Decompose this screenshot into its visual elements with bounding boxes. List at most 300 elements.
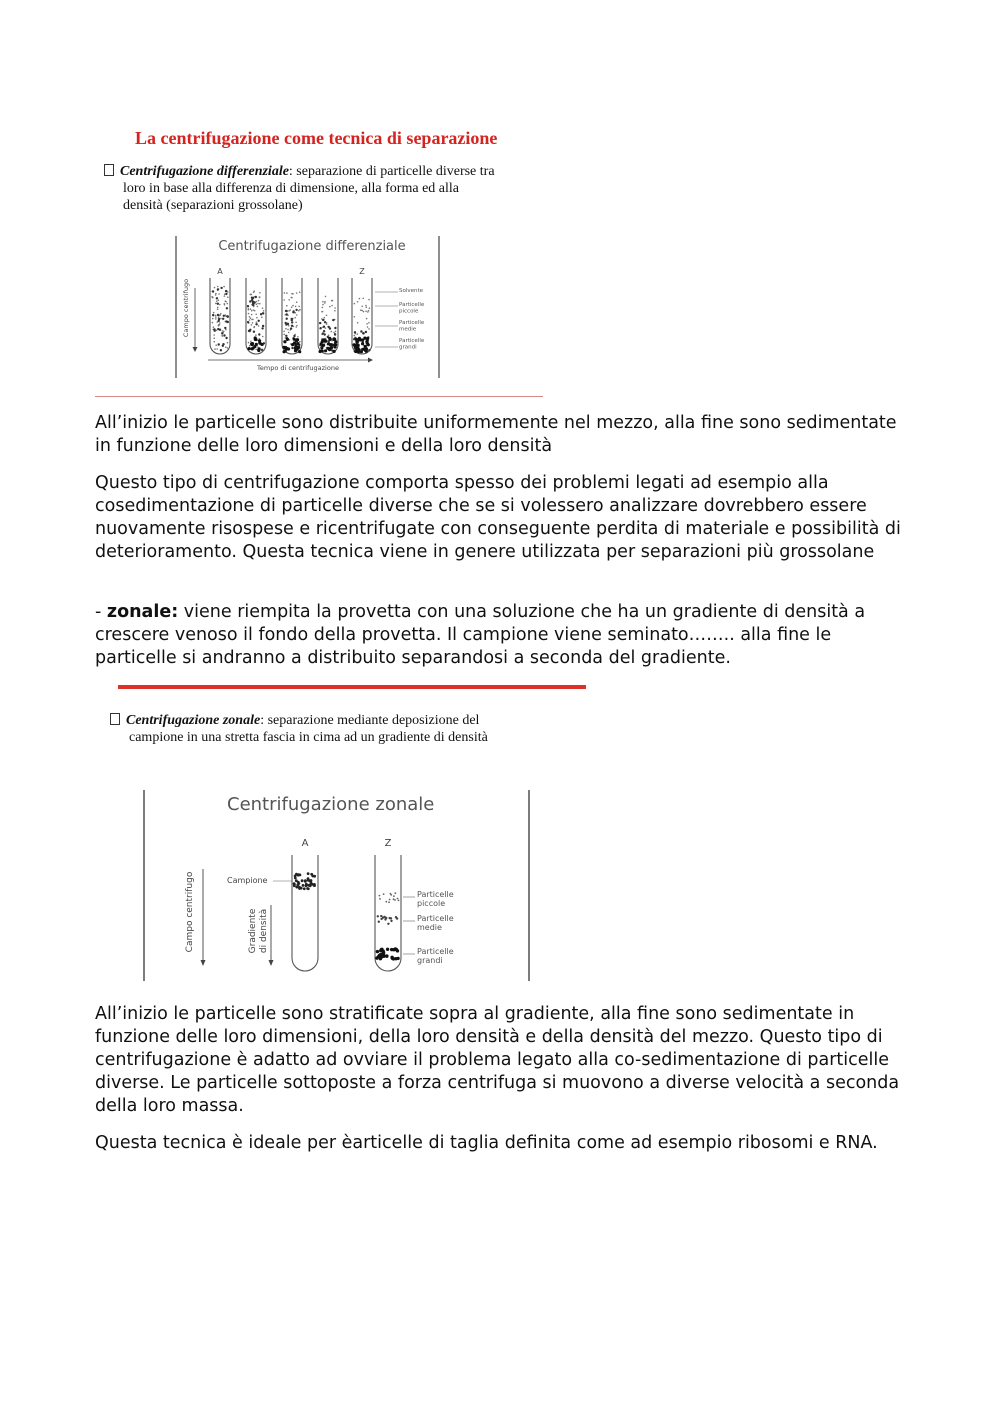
bullet-text: densità (separazioni grossolane) <box>123 198 303 213</box>
particle-dot <box>322 307 324 309</box>
particle-dot <box>282 346 285 349</box>
particle-dot <box>286 313 288 315</box>
particle-dot <box>299 291 301 293</box>
tube-label-a: A <box>217 267 223 276</box>
particle-dot <box>223 334 225 336</box>
particle-dot <box>334 333 336 335</box>
particle-dot <box>254 336 257 339</box>
particle-dot <box>287 323 289 325</box>
particle-dot <box>253 291 255 293</box>
sample-label: Campione <box>227 876 268 885</box>
particle-dot <box>227 342 229 344</box>
particle-dot <box>225 293 227 295</box>
particle-dot <box>213 312 215 314</box>
particle-dot <box>247 305 249 307</box>
particle-dot <box>331 305 333 307</box>
particle-dot <box>213 337 215 339</box>
particle-dot <box>369 307 371 309</box>
particle-dot <box>380 918 382 920</box>
particle-dot <box>255 349 257 351</box>
legend-large-particles: Particelle grandi <box>417 947 454 965</box>
particle-dot <box>328 326 330 328</box>
checkbox-glyph-icon <box>110 713 120 725</box>
tubes-group <box>210 278 372 354</box>
particle-dot <box>288 299 290 301</box>
particle-dot <box>255 296 257 298</box>
particle-dot <box>259 297 261 299</box>
particle-dot <box>385 901 387 903</box>
particle-dot <box>303 887 306 890</box>
particle-dot <box>222 343 224 345</box>
particle-dot <box>218 299 220 301</box>
particle-dot <box>394 899 396 901</box>
checkbox-glyph-icon <box>104 164 114 176</box>
bullet-term: Centrifugazione differenziale <box>120 164 289 179</box>
particle-dot <box>286 292 288 294</box>
tube-label-z: Z <box>359 267 365 276</box>
particle-dot <box>324 349 327 352</box>
particle-dot <box>258 347 261 350</box>
particle-dot <box>263 310 265 312</box>
particle-dot <box>252 319 254 321</box>
particle-dot <box>223 331 225 333</box>
particle-dot <box>253 309 255 311</box>
differential-centrifugation-diagram <box>170 230 450 382</box>
particle-dot <box>211 296 213 298</box>
particle-dot <box>366 306 368 308</box>
particle-dot <box>251 342 254 345</box>
particle-dot <box>218 318 220 320</box>
particle-dot <box>259 303 261 305</box>
particle-dot <box>220 287 222 289</box>
particle-dot <box>217 328 219 330</box>
particle-dot <box>324 321 326 323</box>
particle-dot <box>335 331 337 333</box>
particle-dot <box>302 884 305 887</box>
particle-dot <box>259 292 261 294</box>
particle-dot <box>283 299 285 301</box>
particle-dot <box>225 337 227 339</box>
particle-dot <box>214 341 216 343</box>
particle-dot <box>252 322 254 324</box>
particle-dot <box>249 316 251 318</box>
particle-dot <box>358 337 361 340</box>
particle-dot <box>390 948 393 951</box>
particle-dot <box>251 324 253 326</box>
particle-dot <box>334 307 336 309</box>
particle-dot <box>366 339 369 342</box>
particle-dot <box>322 319 324 321</box>
particle-dot <box>328 334 330 336</box>
particle-dot <box>354 316 356 318</box>
figure-divider <box>95 396 543 397</box>
particle-dot <box>213 326 215 328</box>
particle-dot <box>360 309 362 311</box>
particle-dot <box>319 350 322 353</box>
particle-dot <box>250 341 252 343</box>
particle-dot <box>217 308 219 310</box>
bullet-text: campione in una stretta fascia in cima ad un gradiente di densità <box>129 730 488 745</box>
particle-dot <box>261 317 263 319</box>
x-axis-arrowhead <box>368 358 373 363</box>
particle-dot <box>216 297 218 299</box>
diagram-title: Centrifugazione differenziale <box>218 239 406 254</box>
particle-dot <box>388 901 390 903</box>
particle-dot <box>212 322 214 324</box>
particle-dot <box>366 323 368 325</box>
particle-dot <box>227 296 229 298</box>
particle-dot <box>293 335 295 337</box>
particle-dot <box>390 917 392 919</box>
particle-dot <box>223 315 225 317</box>
particle-dot <box>332 319 334 321</box>
x-axis-label: Tempo di centrifugazione <box>257 364 339 372</box>
particle-dot <box>262 307 264 309</box>
particle-dot <box>260 343 263 346</box>
test-tube-a <box>292 855 318 971</box>
particle-dot <box>248 313 250 315</box>
particle-dot <box>296 338 299 341</box>
particle-dot <box>365 305 367 307</box>
paragraph-zonale: - zonale: viene riempita la provetta con una soluzione che ha un gradiente di densità a crescere venoso il fondo della provetta. Il campione viene seminato…….. alla fine le particelle si andranno a distribuito separandosi a seconda del gradiente. <box>95 602 866 668</box>
particle-dot <box>283 340 286 343</box>
particle-dot <box>390 956 393 959</box>
particle-dot <box>253 327 255 329</box>
figure1-title: La centrifugazione come tecnica di separazione <box>135 128 498 148</box>
particle-dot <box>322 332 324 334</box>
particle-dot <box>313 875 316 878</box>
paragraph-ideal-use: Questa tecnica è ideale per èarticelle di taglia definita come ad esempio ribosomi e RNA. <box>95 1133 878 1153</box>
particle-dot <box>249 319 251 321</box>
particle-dot <box>249 345 251 347</box>
particle-dot <box>260 313 262 315</box>
particle-dot <box>323 338 326 341</box>
particle-dot <box>333 350 336 353</box>
particle-dot <box>361 338 364 341</box>
particle-dot <box>375 956 378 959</box>
particle-dot <box>255 323 257 325</box>
particle-dot <box>362 332 364 334</box>
particle-dot <box>364 345 367 348</box>
particle-dot <box>291 318 293 320</box>
particle-dot <box>226 307 228 309</box>
particle-dot <box>285 328 287 330</box>
particle-dot <box>367 326 369 328</box>
particle-dot <box>224 303 226 305</box>
particle-dot <box>220 349 222 351</box>
particle-dot <box>212 314 214 316</box>
zonal-centrifugation-diagram <box>135 785 535 985</box>
tube-label-z: Z <box>384 838 392 849</box>
particle-dot <box>215 294 217 296</box>
particle-dot <box>395 916 397 918</box>
particle-dot <box>357 350 360 353</box>
particle-dot <box>390 920 392 922</box>
particle-dot <box>362 298 364 300</box>
paragraph-intro-differential: All’inizio le particelle sono distribuite uniformemente nel mezzo, alla fine sono sedimentate in funzione delle loro dimensioni e della loro densità <box>95 413 897 456</box>
particle-dot <box>218 293 220 295</box>
particle-dot <box>286 318 288 320</box>
particle-dot <box>322 304 324 306</box>
particle-dot <box>331 331 333 333</box>
particle-dot <box>361 310 363 312</box>
particle-dot <box>216 300 218 302</box>
particle-dot <box>224 295 226 297</box>
particle-dot <box>334 310 336 312</box>
gradient-axis-arrowhead <box>269 960 274 966</box>
paragraph-zonal-results: All’inizio le particelle sono stratificate sopra al gradiente, alla fine sono sedimentate in funzione delle loro dimensioni, della loro densità e della densità del mezzo. Questo tipo di centrifugazione è adatto ad ovviare il problema legato alla co-sedimentazione di particelle diverse. Le particelle sottoposte a forza centrifuga si muovono a diverse velocità a seconda della loro massa. <box>95 1004 900 1116</box>
particle-dot <box>286 305 288 307</box>
particle-dot <box>255 314 257 316</box>
particle-dot <box>284 292 286 294</box>
particle-dot <box>307 887 310 890</box>
particle-dot <box>291 347 293 349</box>
particle-dot <box>250 294 252 296</box>
figure1-bullet <box>104 163 534 214</box>
particle-dot <box>301 879 304 882</box>
particle-dot <box>385 954 388 957</box>
tubes-group <box>292 855 401 971</box>
particle-dot <box>212 290 214 292</box>
particle-dot <box>390 893 392 895</box>
particle-dot <box>313 884 316 887</box>
particle-dot <box>283 334 285 336</box>
particle-dot <box>256 317 258 319</box>
particle-dot <box>294 875 297 878</box>
particle-dot <box>262 312 264 314</box>
particle-dot <box>251 314 253 316</box>
particle-dot <box>257 306 259 308</box>
particle-dot <box>250 317 252 319</box>
particle-dot <box>223 286 225 288</box>
y-axis-arrowhead <box>201 960 206 966</box>
particle-dot <box>396 949 399 952</box>
particle-dot <box>379 895 381 897</box>
particle-dot <box>292 293 294 295</box>
particle-dot <box>365 350 368 353</box>
bullet-term: Centrifugazione zonale <box>126 713 261 728</box>
particle-dot <box>368 328 370 330</box>
particle-dot <box>380 948 383 951</box>
particle-dot <box>217 314 219 316</box>
particle-dot <box>298 350 301 353</box>
particle-dot <box>320 346 323 349</box>
particle-dot <box>354 345 357 348</box>
particle-dot <box>398 900 400 902</box>
particle-dot <box>296 326 298 328</box>
particle-dot <box>251 310 253 312</box>
particle-dot <box>291 343 294 346</box>
legend-small-particles: Particelle piccole <box>399 302 425 315</box>
particle-dot <box>215 315 217 317</box>
particle-dot <box>291 306 293 308</box>
particle-dot <box>322 301 324 303</box>
particle-dot <box>296 884 299 887</box>
legend-small-particles: Particelle piccole <box>417 890 454 908</box>
particle-dot <box>329 306 331 308</box>
particle-dot <box>292 310 294 312</box>
particle-dot <box>377 915 379 917</box>
particle-dot <box>214 330 216 332</box>
figure2-bullet <box>110 712 580 746</box>
particle-dot <box>227 321 229 323</box>
particle-dot <box>378 921 380 923</box>
legend-large-particles: Particelle grandi <box>399 338 425 351</box>
particle-dot <box>298 310 300 312</box>
particle-dot <box>334 327 336 329</box>
particle-dot <box>288 332 290 334</box>
particle-dot <box>307 877 310 880</box>
bullet-text: loro in base alla differenza di dimensione, alla forma ed alla <box>123 181 459 196</box>
particle-dot <box>225 290 227 292</box>
particle-dot <box>394 957 397 960</box>
particle-dot <box>253 331 255 333</box>
particle-dot <box>215 318 217 320</box>
particle-dot <box>256 301 258 303</box>
particle-dot <box>288 325 290 327</box>
particle-dot <box>217 286 219 288</box>
particle-dot <box>256 304 258 306</box>
particle-dot <box>216 348 218 350</box>
y-axis-label: Campo centrifugo <box>182 278 190 338</box>
particle-dot <box>365 311 367 313</box>
particle-dot <box>363 311 365 313</box>
particle-dot <box>380 915 382 917</box>
particle-dot <box>296 342 299 345</box>
particle-dot <box>283 331 285 333</box>
particle-dot <box>217 307 219 309</box>
particle-dot <box>393 895 395 897</box>
particle-dot <box>324 317 326 319</box>
particle-dot <box>296 314 298 316</box>
particle-dot <box>217 288 219 290</box>
particle-dot <box>250 308 252 310</box>
particle-dot <box>379 898 381 900</box>
particle-dot <box>387 923 389 925</box>
particle-dot <box>219 324 221 326</box>
y-axis-arrowhead <box>193 347 198 352</box>
particle-dot <box>324 302 326 304</box>
particle-dot <box>383 893 385 895</box>
particle-dot <box>305 884 308 887</box>
particle-dot <box>287 329 289 331</box>
bullet-text: : separazione di particelle diverse tra <box>288 164 495 179</box>
particle-dot <box>361 342 364 345</box>
particle-dot <box>325 296 327 298</box>
diagram-title: Centrifugazione zonale <box>227 794 435 815</box>
particle-dot <box>215 303 217 305</box>
particle-dot <box>322 311 324 313</box>
particle-dot <box>221 332 223 334</box>
particle-dot <box>251 297 253 299</box>
particle-dot <box>286 338 289 341</box>
y-axis-label: Campo centrifugo <box>185 871 195 953</box>
particle-dot <box>333 345 336 348</box>
particle-dot <box>354 303 356 305</box>
particle-dot <box>258 339 261 342</box>
particle-dot <box>368 310 370 312</box>
particle-dot <box>285 322 287 324</box>
particle-dot <box>354 335 356 337</box>
particle-dot <box>291 321 293 323</box>
particle-dot <box>219 304 221 306</box>
particle-dot <box>326 347 329 350</box>
particle-dot <box>368 349 370 351</box>
particle-dot <box>283 350 286 353</box>
particle-dot <box>359 298 361 300</box>
particle-dot <box>215 316 217 318</box>
particle-dot <box>307 872 310 875</box>
particle-dot <box>397 898 399 900</box>
particle-dot <box>383 916 385 918</box>
particle-dot <box>319 322 321 324</box>
particle-dot <box>258 320 260 322</box>
particle-dot <box>328 337 331 340</box>
particle-dot <box>366 318 368 320</box>
particle-dot <box>295 348 298 351</box>
particle-dot <box>296 292 298 294</box>
particle-dot <box>258 333 260 335</box>
particle-dot <box>386 948 389 951</box>
particle-dot <box>295 879 298 882</box>
legend-medium-particles: Particelle medie <box>417 914 454 932</box>
particle-dot <box>376 950 379 953</box>
figure2-red-rule <box>118 685 586 689</box>
particle-dot <box>215 293 217 295</box>
particle-dot <box>298 886 301 889</box>
particle-dot <box>295 312 297 314</box>
particle-dot <box>219 322 221 324</box>
particle-dot <box>355 338 358 341</box>
particle-dot <box>285 310 287 312</box>
particle-dot <box>253 301 255 303</box>
particle-dot <box>249 300 251 302</box>
gradient-axis-label: Gradientedi densità <box>248 908 269 954</box>
particle-dot <box>292 305 294 307</box>
particle-dot <box>354 331 356 333</box>
zonale-term: zonale: <box>106 602 179 622</box>
particle-dot <box>296 325 298 327</box>
particle-dot <box>295 306 297 308</box>
particle-dot <box>252 347 255 350</box>
particle-dot <box>215 344 217 346</box>
particle-dot <box>216 330 218 332</box>
particle-dot <box>323 326 325 328</box>
legend-solvent: Solvente <box>399 288 424 294</box>
particle-dot <box>294 317 296 319</box>
particle-dot <box>297 336 299 338</box>
particle-dot <box>293 883 296 886</box>
particle-dot <box>332 300 334 302</box>
particle-dot <box>389 899 391 901</box>
test-tube-z <box>375 855 401 971</box>
particle-dot <box>261 327 263 329</box>
particle-dot <box>304 880 307 883</box>
particle-dot <box>222 318 224 320</box>
particle-dot <box>225 300 227 302</box>
particle-dot <box>255 334 257 336</box>
particle-dot <box>258 325 260 327</box>
particle-dot <box>227 303 229 305</box>
particle-dot <box>291 297 293 299</box>
particle-dot <box>221 335 223 337</box>
particle-dot <box>257 303 259 305</box>
particle-dot <box>248 309 250 311</box>
particle-dot <box>394 892 396 894</box>
particle-dot <box>357 322 359 324</box>
particle-dot <box>227 316 229 318</box>
particle-dot <box>295 322 297 324</box>
